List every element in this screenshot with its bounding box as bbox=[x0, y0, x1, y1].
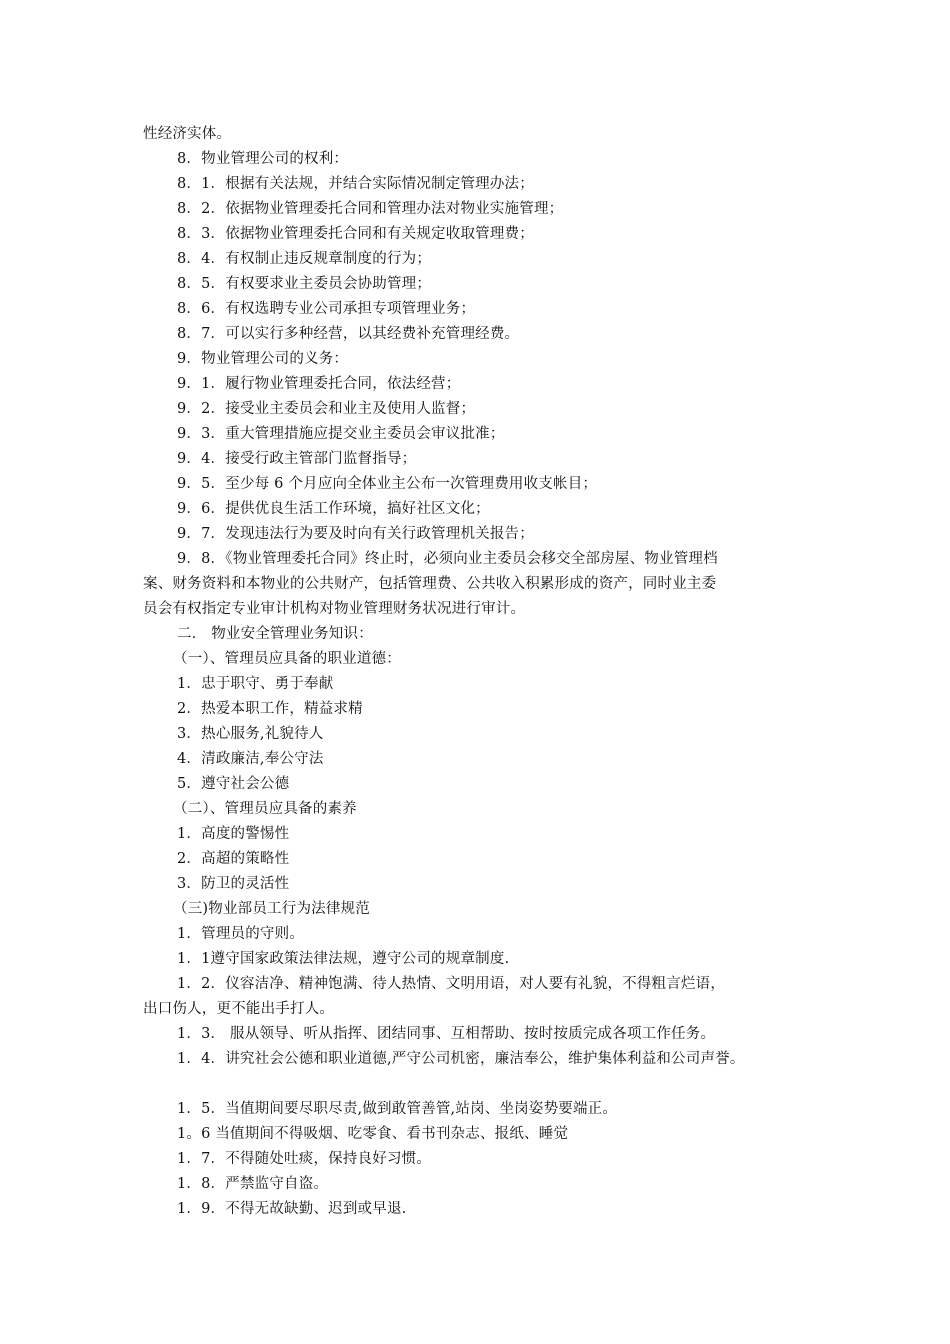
list-item: 1．高度的警惕性 bbox=[177, 826, 290, 842]
list-item: 1．7．不得随处吐痰，保持良好习惯。 bbox=[177, 1151, 432, 1167]
paragraph-line: 员会有权指定专业审计机构对物业管理财务状况进行审计。 bbox=[143, 601, 526, 617]
list-item: 8．2．依据物业管理委托合同和管理办法对物业实施管理； bbox=[177, 201, 564, 217]
subsection-heading: （一）、管理员应具备的职业道德： bbox=[173, 651, 401, 667]
list-item: 1．8．严禁监守自盗。 bbox=[177, 1176, 329, 1192]
list-item: 1．9．不得无故缺勤、迟到或早退. bbox=[177, 1201, 407, 1217]
blank-line bbox=[143, 1072, 823, 1097]
list-item: 1．5．当值期间要尽职尽责,做到敢管善管,站岗、坐岗姿势要端正。 bbox=[177, 1101, 618, 1117]
list-item: 9．1．履行物业管理委托合同，依法经营； bbox=[177, 376, 461, 392]
document-body bbox=[143, 122, 823, 1222]
paragraph-line: 案、财务资料和本物业的公共财产，包括管理费、公共收入积累形成的资产，同时业主委 bbox=[143, 576, 717, 592]
subsection-heading: （三)物业部员工行为法律规范 bbox=[173, 901, 370, 917]
paragraph-line: 出口伤人，更不能出手打人。 bbox=[143, 1001, 335, 1017]
list-item: 1．1遵守国家政策法律法规，遵守公司的规章制度. bbox=[177, 951, 510, 967]
list-item: 8．3．依据物业管理委托合同和有关规定收取管理费； bbox=[177, 226, 534, 242]
list-item: 2．热爱本职工作，精益求精 bbox=[177, 701, 363, 717]
list-item: 2．高超的策略性 bbox=[177, 851, 290, 867]
list-item: 8．7．可以实行多种经营，以其经费补充管理经费。 bbox=[177, 326, 520, 342]
subsection-heading: （二）、管理员应具备的素养 bbox=[173, 801, 357, 817]
list-item: 9．3．重大管理措施应提交业主委员会审议批准； bbox=[177, 426, 505, 442]
list-item: 3．防卫的灵活性 bbox=[177, 876, 290, 892]
list-item: 1．忠于职守、勇于奉献 bbox=[177, 676, 334, 692]
list-item: 1．4．讲究社会公德和职业道德,严守公司机密，廉洁奉公，维护集体利益和公司声誉。 bbox=[177, 1051, 745, 1067]
list-item: 8．1．根据有关法规，并结合实际情况制定管理办法； bbox=[177, 176, 534, 192]
list-item: 9．8．《物业管理委托合同》终止时，必须向业主委员会移交全部房屋、物业管理档 bbox=[177, 551, 718, 567]
list-item: 1．2．仪容洁净、精神饱满、待人热情、文明用语，对人要有礼貌，不得粗言烂语， bbox=[177, 976, 726, 992]
list-item: 9．7．发现违法行为要及时向有关行政管理机关报告； bbox=[177, 526, 534, 542]
list-item: 1．管理员的守则。 bbox=[177, 926, 305, 942]
list-item: 4．清政廉洁,奉公守法 bbox=[177, 751, 324, 767]
list-item: 9．5．至少每 6 个月应向全体业主公布一次管理费用收支帐目； bbox=[177, 476, 598, 492]
list-item: 1．3． 服从领导、听从指挥、团结同事、互相帮助、按时按质完成各项工作任务。 bbox=[177, 1026, 716, 1042]
list-item: 3．热心服务,礼貌待人 bbox=[177, 726, 324, 742]
paragraph-line: 性经济实体。 bbox=[143, 126, 232, 142]
list-item: 5．遵守社会公德 bbox=[177, 776, 290, 792]
section-heading: 9．物业管理公司的义务： bbox=[177, 351, 349, 367]
list-item: 1。6 当值期间不得吸烟、吃零食、看书刊杂志、报纸、睡觉 bbox=[177, 1126, 569, 1142]
list-item: 9．4．接受行政主管部门监督指导； bbox=[177, 451, 417, 467]
list-item: 8．5．有权要求业主委员会协助管理； bbox=[177, 276, 432, 292]
section-heading: 二． 物业安全管理业务知识： bbox=[177, 626, 373, 642]
list-item: 9．6．提供优良生活工作环境，搞好社区文化； bbox=[177, 501, 490, 517]
list-item: 8．4．有权制止违反规章制度的行为； bbox=[177, 251, 432, 267]
list-item: 8．6．有权选聘专业公司承担专项管理业务； bbox=[177, 301, 476, 317]
section-heading: 8．物业管理公司的权利： bbox=[177, 151, 349, 167]
list-item: 9．2．接受业主委员会和业主及使用人监督； bbox=[177, 401, 476, 417]
